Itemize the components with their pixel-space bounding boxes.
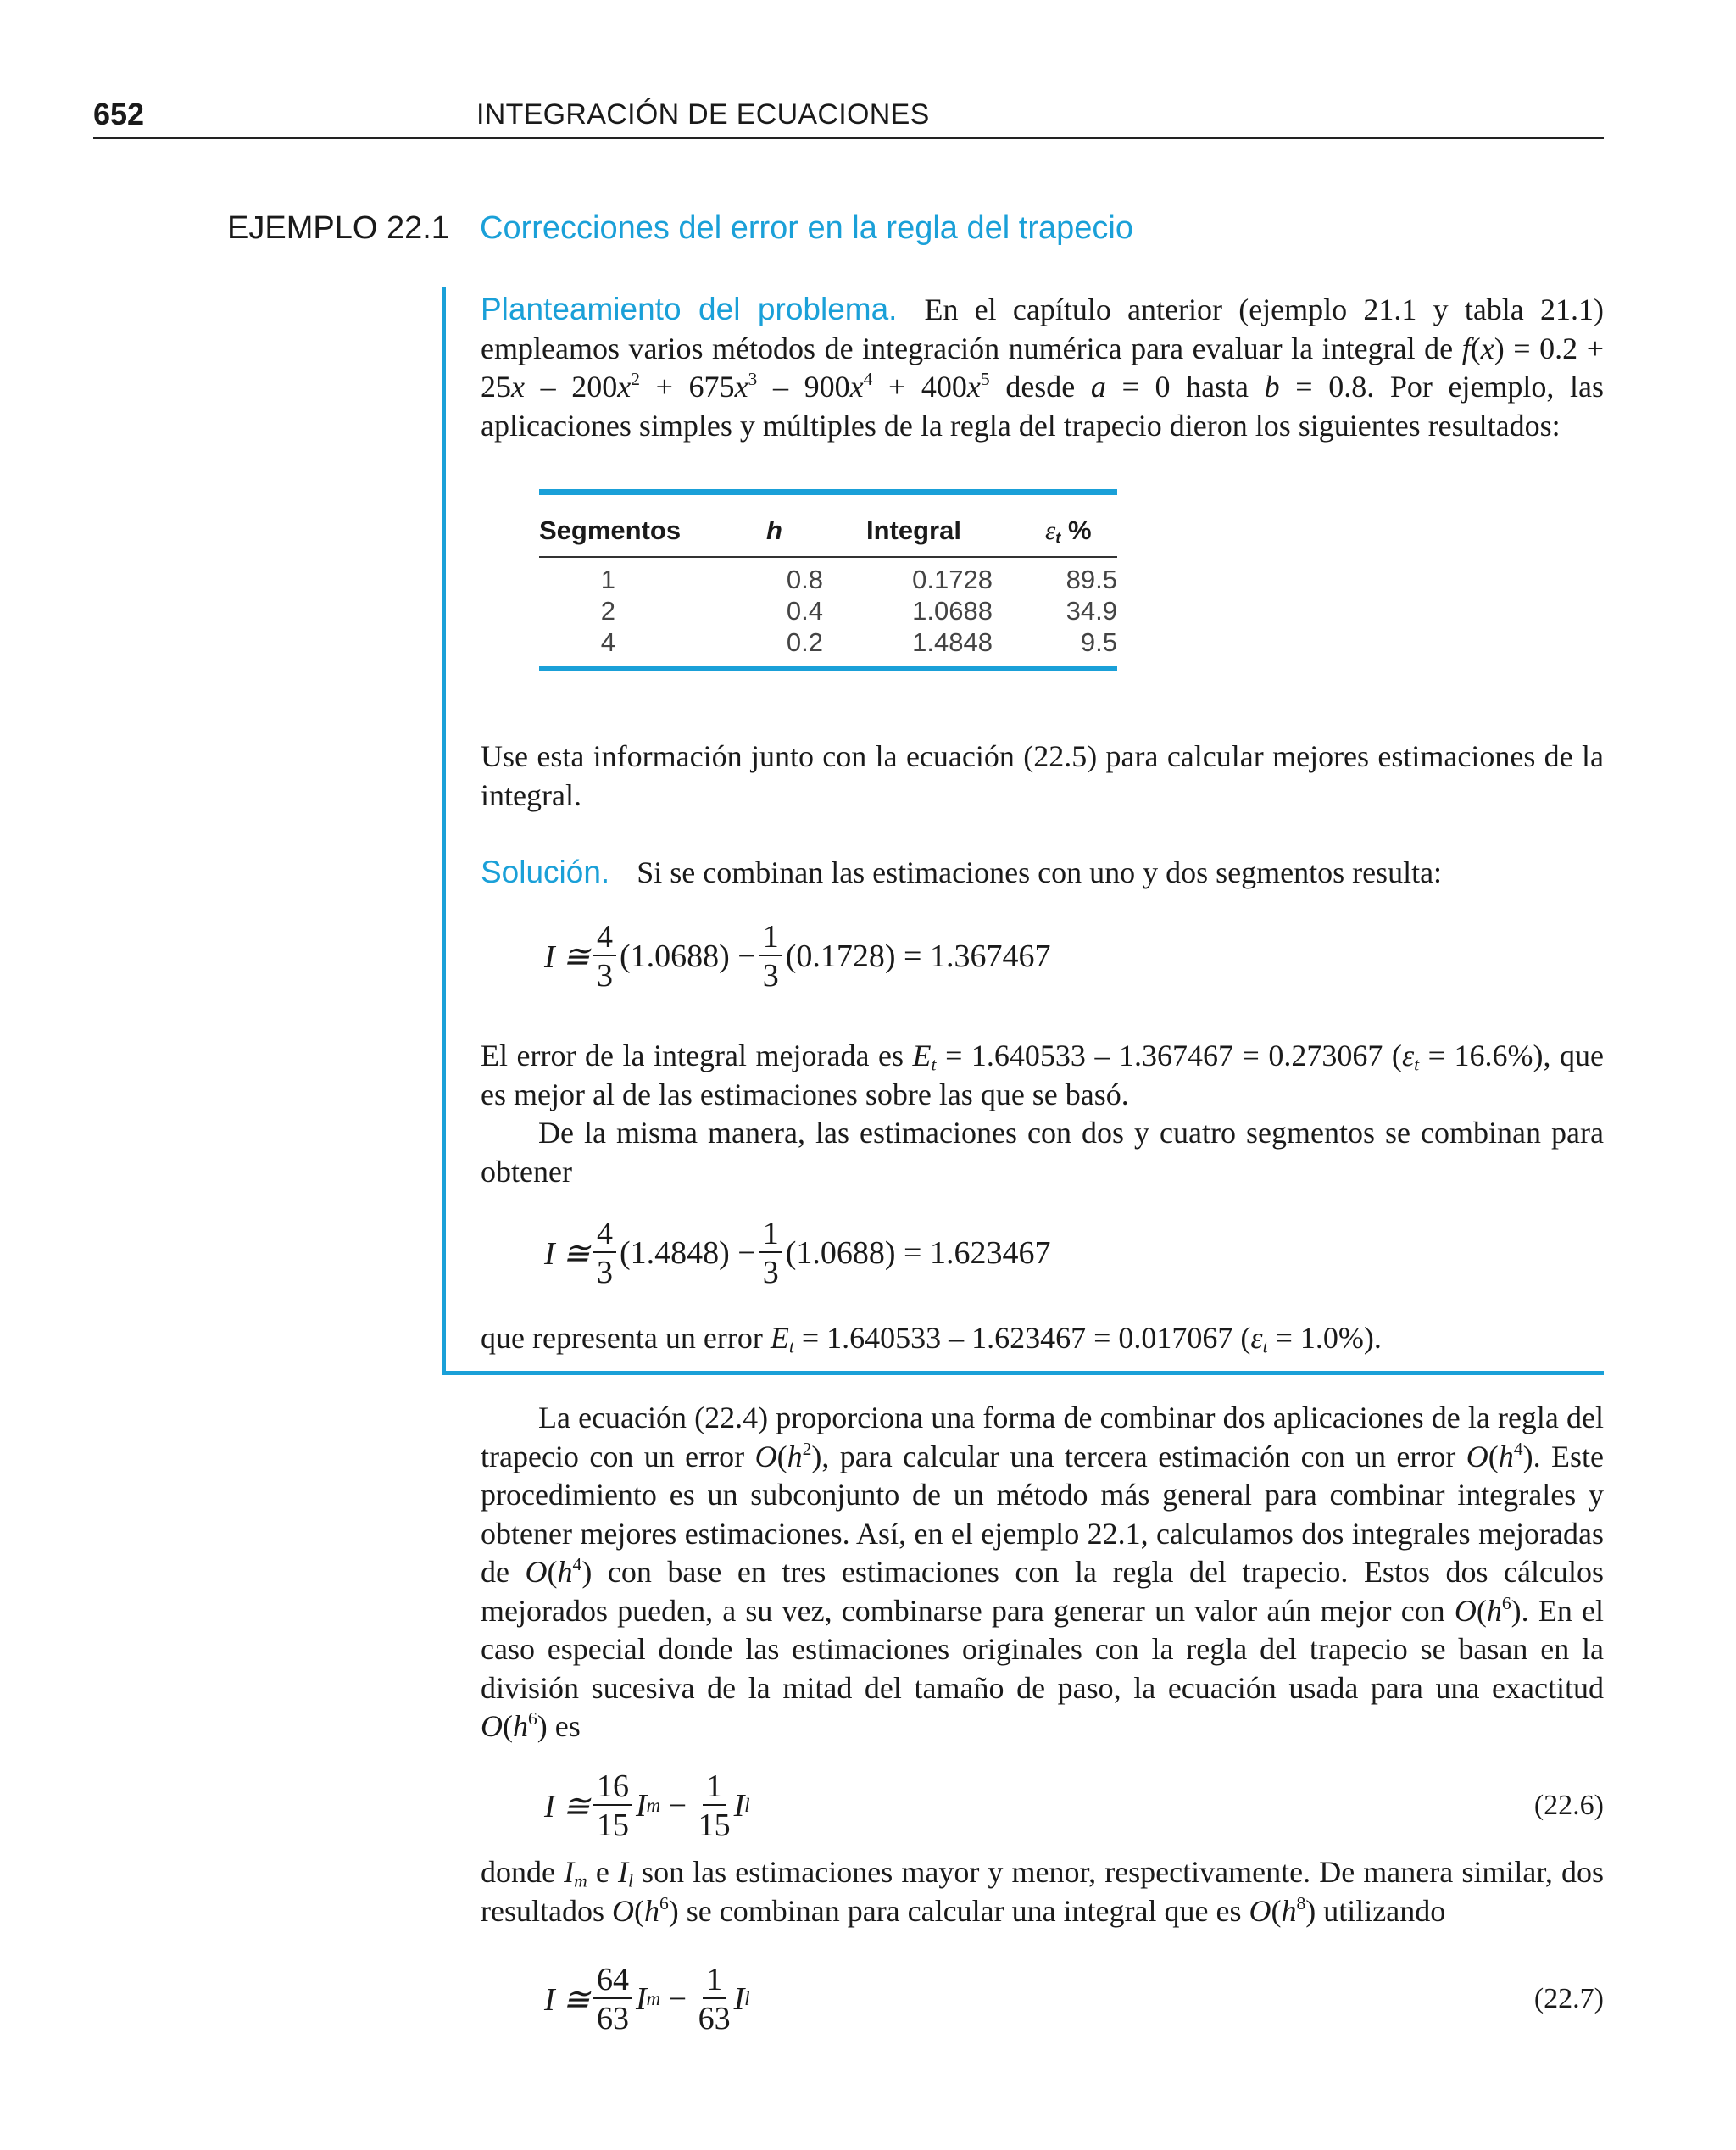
equation-1: I ≅ $\frac{4}{3}$ (1.0688) − $\frac{1}{3}$ (0.1728) = 1.367467 [544,919,1051,994]
problem-statement: Planteamiento del problema. En el capítulo anterior (ejemplo 21.1 y tabla 21.1) empleamos varios métodos de integración numérica para evaluar la integral de $f(x) = 0.2 + 25x - 200x^2 + 675x^3 - 900x^4 + 400x^5$ desde a = 0 hasta b = 0.8. Por ejemplo, las aplicaciones simples y múltiples de la regla del trapecio dieron los siguientes resultados: [481,292,1605,443]
table-top-rule [539,489,1117,495]
header-h: h [766,515,782,545]
table-bottom-rule [539,666,1117,671]
use-info-paragraph: Use esta información junto con la ecuación (22.5) para calcular mejores estimaciones de la integral. [481,739,1604,812]
solution-paragraph: Solución. Si se combinan las estimaciones con uno y dos segmentos resulta: [481,855,1443,889]
equation-number: (22.7) [1533,1983,1604,2014]
equation-22-6: I ≅ $\frac{16}{15}$ I m − $\frac{1}{15}$ I l (22.6) [544,1768,1604,1843]
header-integral: Integral [866,515,961,545]
equation-2: I ≅ $\frac{4}{3}$ (1.4848) − $\frac{1}{3}$ (1.0688) = 1.623467 [544,1216,1051,1290]
results-table [539,489,1117,671]
error-paragraph-1: El error de la integral mejorada es $E_t = 1.640533 - 1.367467 = 0.273067$ $(\varepsilon_t = 16.6\%)$, que es mejor al de las estimaciones sobre las que se basó. [481,1039,1605,1111]
example-box-left-rule [442,287,446,1373]
header-segmentos: Segmentos [539,515,682,545]
page-number: 652 [93,97,145,131]
where-paragraph: donde $I_m$ e $I_l$ son las estimaciones mayor y menor, respectivamente. De manera similar, dos resultados $O(h^6)$ se combinan para calcular una integral que es $O(h^8)$ utilizando [481,1855,1604,1928]
equation-22-7: I ≅ $\frac{64}{63}$ I m − $\frac{1}{63}$ I l (22.7) [544,1962,1604,2036]
table-row: 1 0.8 0.1728 89.5 [600,565,1117,594]
header-error: $\varepsilon_t$ % [1045,515,1092,547]
problem-lead: Planteamiento del problema. [481,292,898,326]
example-title: Correcciones del error en la regla del trapecio [480,210,1133,246]
equation-number: (22.6) [1533,1790,1604,1821]
example-label: EJEMPLO 22.1 [227,210,449,246]
table-row: 4 0.2 1.4848 9.5 [600,627,1117,657]
running-head: INTEGRACIÓN DE ECUACIONES [476,98,930,131]
table-row: 2 0.4 1.0688 34.9 [600,596,1117,626]
example-box-bottom-rule [442,1371,1604,1375]
header-rule [93,137,1604,139]
error-paragraph-2: que representa un error $E_t = 1.640533 - 1.623467 = 0.017067$ $(\varepsilon_t = 1.0\%)$. [481,1321,1382,1357]
similarly-paragraph: De la misma manera, las estimaciones con dos y cuatro segmentos se combinan para obtener [481,1116,1604,1189]
solution-lead: Solución. [481,855,610,889]
table-body [539,558,1117,659]
body-paragraph: La ecuación (22.4) proporciona una forma de combinar dos aplicaciones de la regla del trapecio con un error $O(h^2)$, para calcular una tercera estimación con un error $O(h^4)$. Este procedimiento es un subconjunto de un método más general para combinar integrales y obtener mejores estimaciones. Así, en el ejemplo 22.1, calculamos dos integrales mejoradas de $O(h^4)$ con base en tres estimaciones con la regla del trapecio. Estos dos cálculos mejorados pueden, a su vez, combinarse para generar un valor aún mejor con $O(h^6)$. En el caso especial donde las estimaciones originales con la regla del trapecio se basan en la división sucesiva de la mitad del tamaño de paso, la ecuación usada para una exactitud $O(h^6)$ es [481,1401,1604,1743]
table-header [539,495,1117,556]
